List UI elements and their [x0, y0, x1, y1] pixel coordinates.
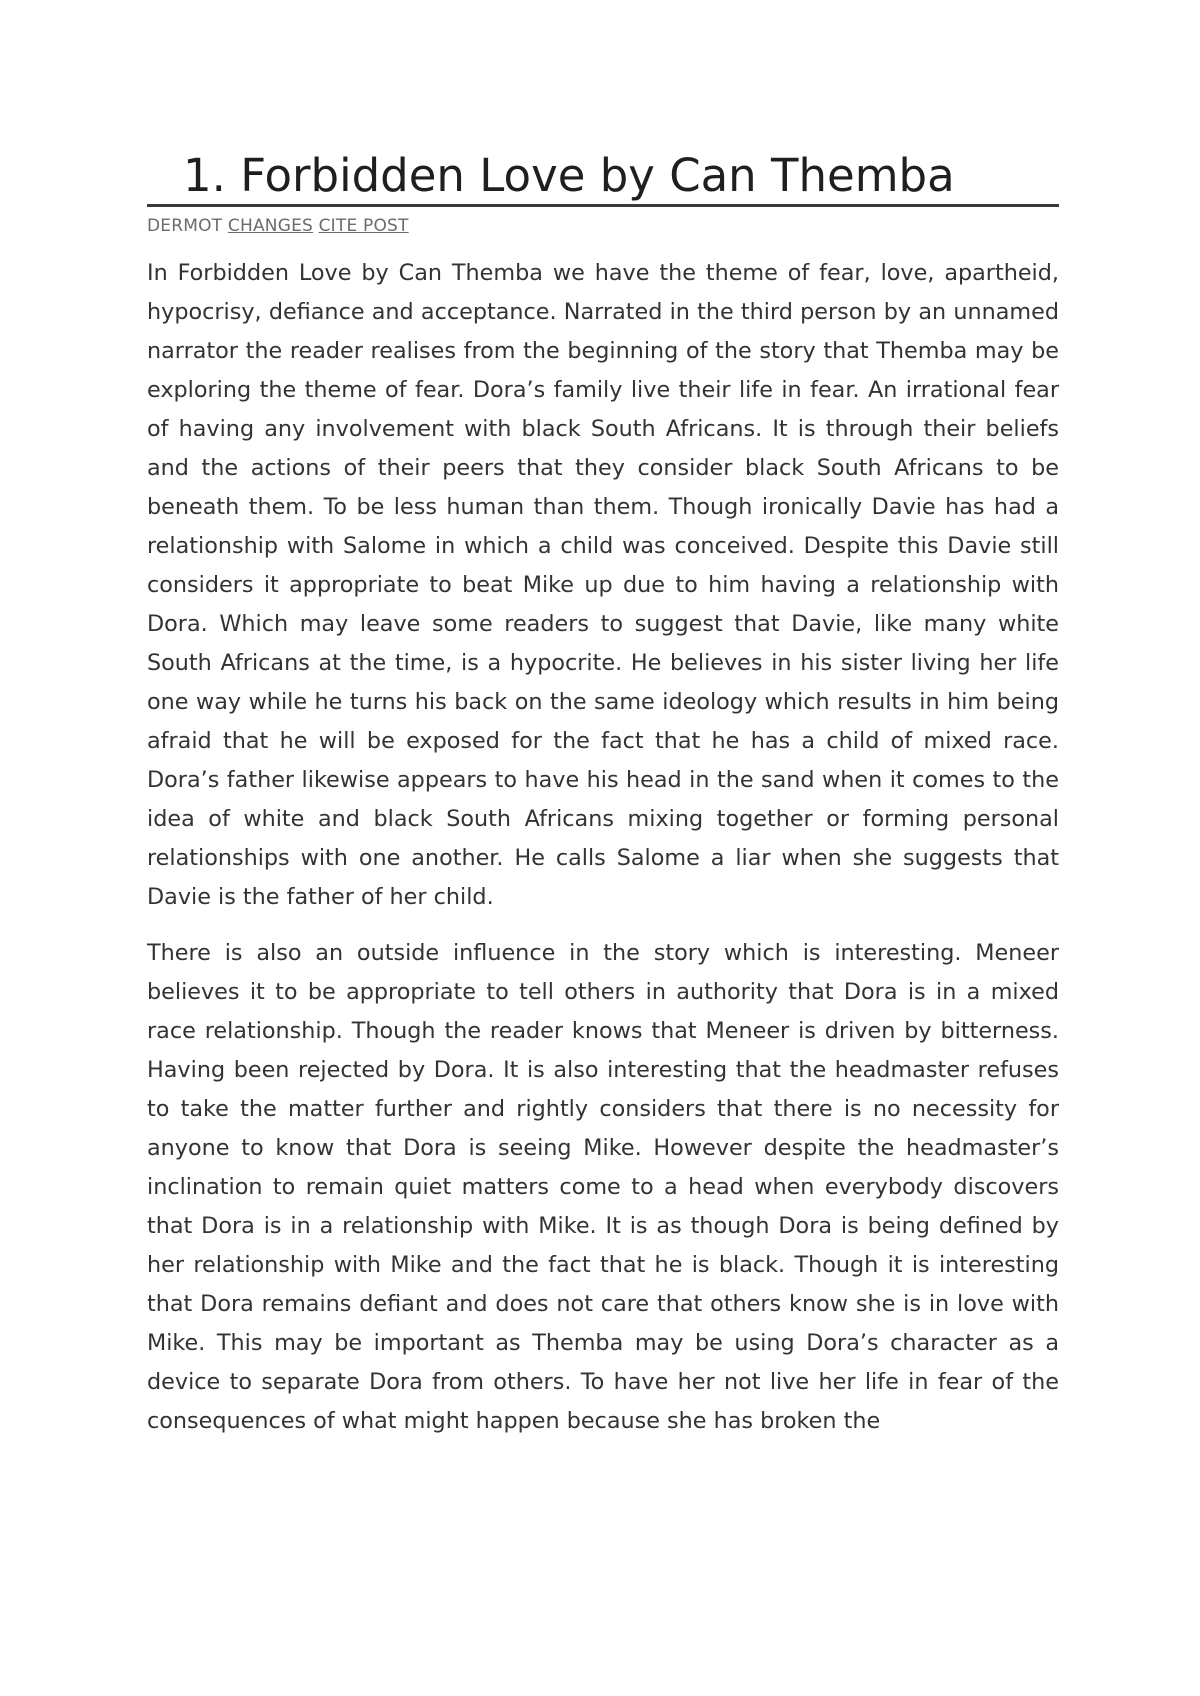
- page-title: 1. Forbidden Love by Can Themba: [147, 150, 1059, 207]
- body-paragraph-1: In Forbidden Love by Can Themba we have the theme of fear, love, apartheid, hypocrisy, defiance and acceptance. Narrated in the third person by an unnamed narrator the reader realises from the beginning of the story that Themba may be exploring the theme of fear. Dora’s family live their life in fear. An irrational fear of having any involvement with black South Africans. It is through their beliefs and the actions of their peers that they consider black South Africans to be beneath them. To be less human than them. Though ironically Davie has had a relationship with Salome in which a child was conceived. Despite this Davie still considers it appropriate to beat Mike up due to him having a relationship with Dora. Which may leave some readers to suggest that Davie, like many white South Africans at the time, is a hypocrite. He believes in his sister living her life one way while he turns his back on the same ideology which results in him being afraid that he will be exposed for the fact that he has a child of mixed race. Dora’s father likewise appears to have his head in the sand when it comes to the idea of white and black South Africans mixing together or forming personal relationships with one another. He calls Salome a liar when she suggests that Davie is the father of her child.: [147, 260, 1059, 910]
- changes-link[interactable]: CHANGES: [227, 216, 313, 236]
- cite-post-link[interactable]: CITE POST: [318, 216, 409, 236]
- document-content: [147, 150, 1059, 1441]
- post-meta: [147, 215, 1059, 237]
- body-paragraph-2: There is also an outside influence in the story which is interesting. Meneer believes it to be appropriate to tell others in authority that Dora is in a mixed race relationship. Though the reader knows that Meneer is driven by bitterness. Having been rejected by Dora. It is also interesting that the headmaster refuses to take the matter further and rightly considers that there is no necessity for anyone to know that Dora is seeing Mike. However despite the headmaster’s inclination to remain quiet matters come to a head when everybody discovers that Dora is in a relationship with Mike. It is as though Dora is being defined by her relationship with Mike and the fact that he is black. Though it is interesting that Dora remains defiant and does not care that others know she is in love with Mike. This may be important as Themba may be using Dora’s character as a device to separate Dora from others. To have her not live her life in fear of the consequences of what might happen because she has broken the: [147, 940, 1059, 1434]
- author-name: DERMOT: [147, 216, 223, 236]
